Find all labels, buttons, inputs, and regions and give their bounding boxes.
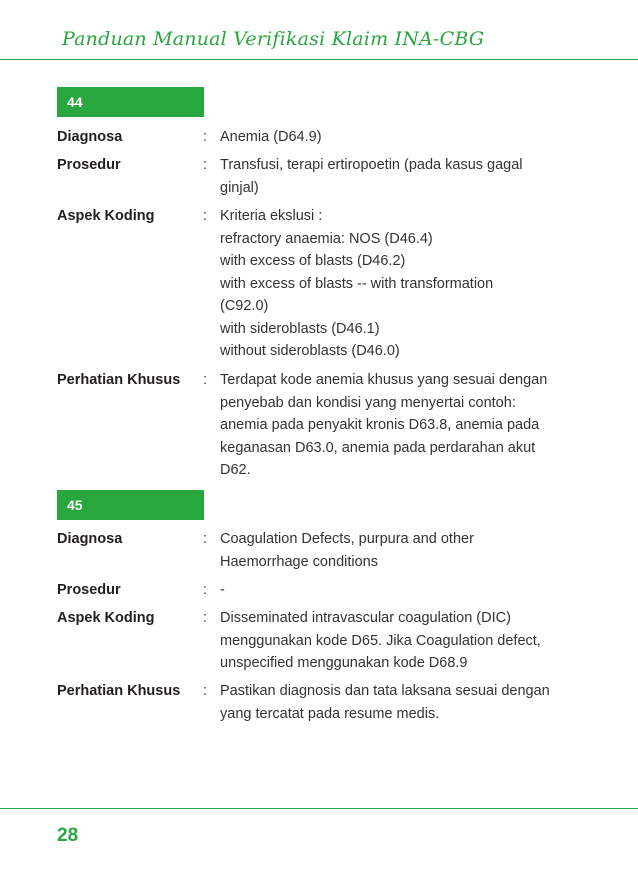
- value-line: Haemorrhage conditions: [220, 553, 378, 570]
- value-line: refractory anaemia: NOS (D46.4): [220, 230, 433, 247]
- value-line: Pastikan diagnosis dan tata laksana sesuai dengan: [220, 683, 550, 699]
- value-line: ginjal): [220, 179, 259, 196]
- value-line: with excess of blasts (D46.2): [220, 253, 406, 269]
- field-value: [220, 126, 555, 149]
- field-colon: :: [203, 372, 208, 388]
- value-line: with sideroblasts (D46.1): [220, 320, 380, 337]
- value-line: Anemia (D64.9): [220, 129, 322, 145]
- value-line: -: [220, 582, 225, 598]
- value-line: (C92.0): [220, 298, 269, 314]
- field-label: Perhatian Khusus: [57, 372, 181, 388]
- field-label: Perhatian Khusus: [57, 683, 181, 699]
- value-line: D62.: [220, 462, 251, 478]
- field-value: [220, 528, 555, 573]
- value-line: Transfusi, terapi ertiropoetin (pada kasus gagal: [220, 157, 523, 173]
- field-colon: :: [203, 208, 208, 224]
- page-number: 28: [57, 825, 79, 846]
- value-line: unspecified menggunakan kode D68.9: [220, 655, 468, 671]
- field-label: Aspek Koding: [57, 208, 155, 224]
- field-value: [220, 205, 555, 363]
- field-colon: :: [203, 531, 208, 547]
- document-header-title: Panduan Manual Verifikasi Klaim INA-CBG: [62, 28, 485, 50]
- field-value: [220, 579, 555, 602]
- field-value: [220, 154, 555, 199]
- field-value: [220, 680, 555, 725]
- value-line: Terdapat kode anemia khusus yang sesuai dengan: [220, 372, 548, 388]
- value-line: keganasan D63.0, anemia pada perdarahan akut: [220, 439, 536, 456]
- value-line: Kriteria ekslusi :: [220, 208, 323, 224]
- case-number-badge-44: 44: [57, 87, 204, 117]
- field-label: Diagnosa: [57, 531, 123, 547]
- field-colon: :: [203, 129, 208, 145]
- value-line: yang tercatat pada resume medis.: [220, 705, 440, 722]
- value-line: without sideroblasts (D46.0): [220, 343, 400, 359]
- header-divider: [0, 59, 638, 60]
- field-colon: :: [203, 610, 208, 626]
- value-line: with excess of blasts -- with transformation: [220, 275, 494, 292]
- field-label: Prosedur: [57, 582, 121, 598]
- value-line: anemia pada penyakit kronis D63.8, anemia pada: [220, 417, 540, 433]
- field-label: Prosedur: [57, 157, 121, 173]
- footer-divider: [0, 808, 638, 809]
- field-value: [220, 607, 555, 675]
- field-colon: :: [203, 582, 208, 598]
- value-line: menggunakan kode D65. Jika Coagulation defect,: [220, 632, 541, 649]
- field-value: [220, 369, 555, 482]
- field-label: Aspek Koding: [57, 610, 155, 626]
- field-label: Diagnosa: [57, 129, 123, 145]
- value-line: Coagulation Defects, purpura and other: [220, 531, 474, 547]
- case-number-badge-45: 45: [57, 490, 204, 520]
- value-line: Disseminated intravascular coagulation (DIC): [220, 610, 511, 626]
- field-colon: :: [203, 157, 208, 173]
- value-line: penyebab dan kondisi yang menyertai contoh:: [220, 394, 516, 411]
- field-colon: :: [203, 683, 208, 699]
